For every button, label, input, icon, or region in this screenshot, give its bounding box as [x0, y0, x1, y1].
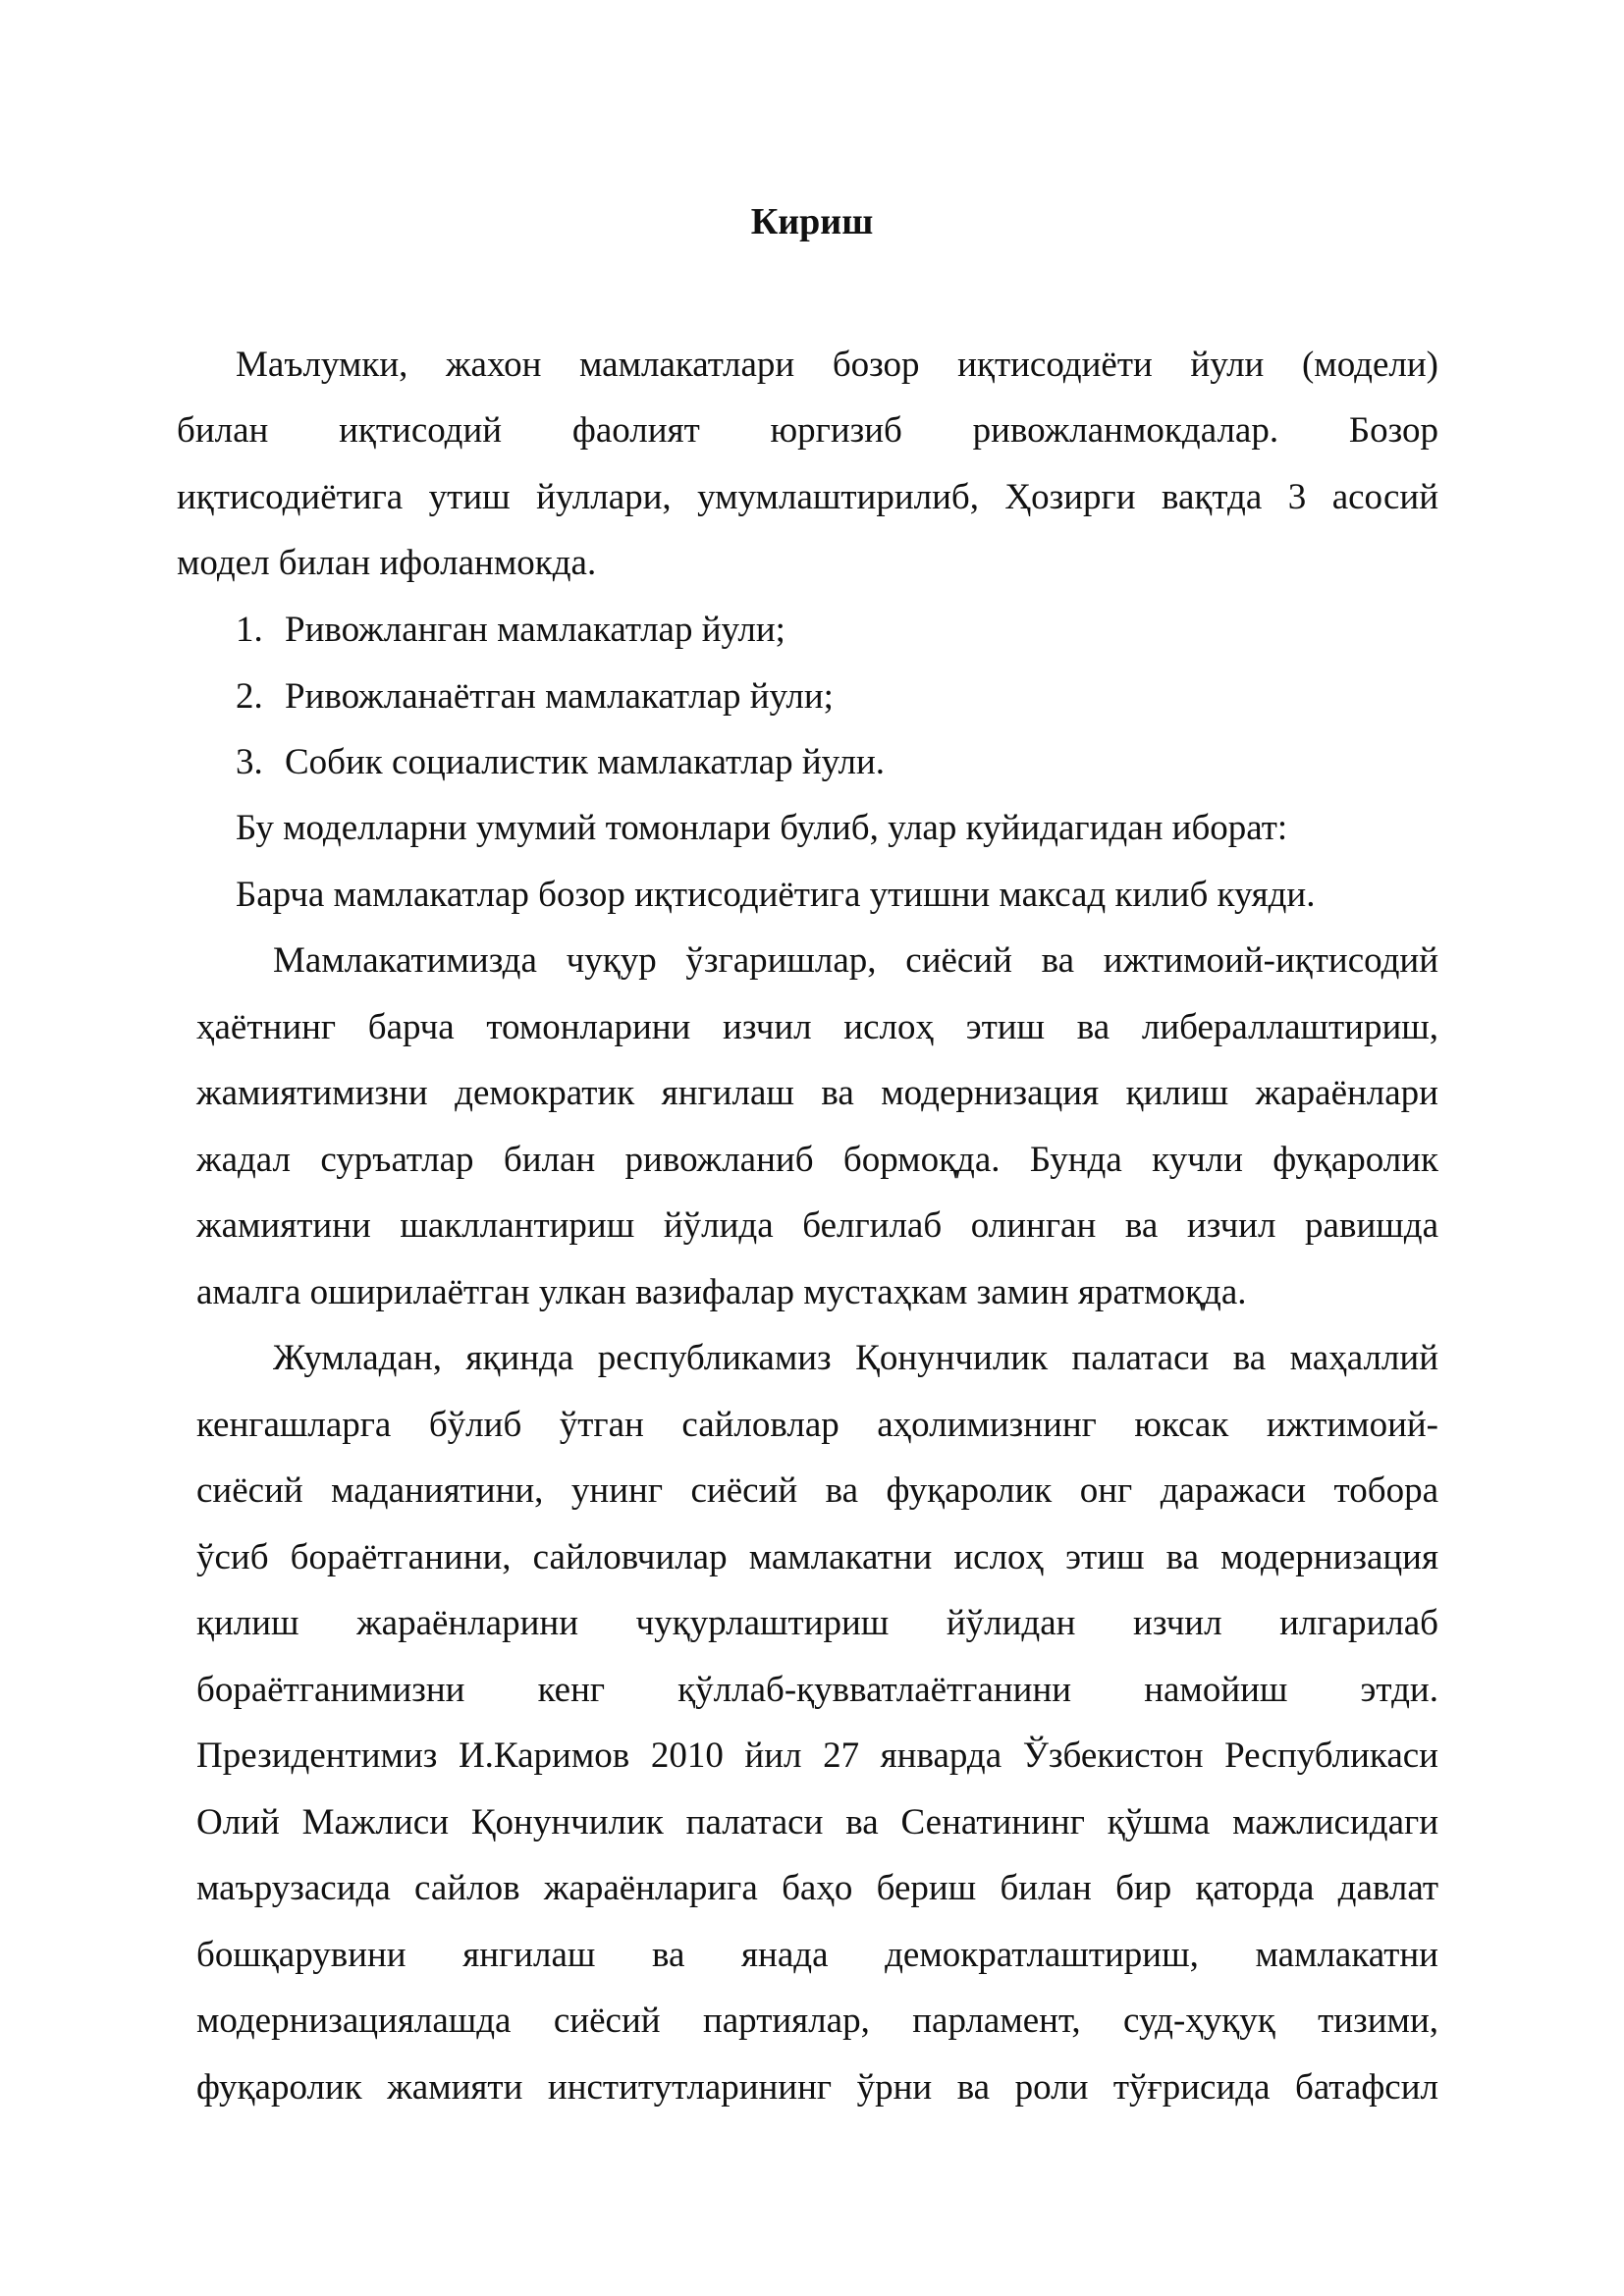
para3-line-3: сиёсий маданиятини, унинг сиёсий ва фуқаролик онг даражаси тобора — [196, 1470, 1438, 1511]
list-item — [236, 737, 885, 788]
para3-line-2: кенгашларга бўлиб ўтган сайловлар аҳолимизнинг юксак ижтимоий- — [196, 1405, 1438, 1445]
sentence-models: Бу моделларни умумий томонлари булиб, улар куйидагидан иборат: — [236, 808, 1288, 848]
intro-line-1: Маълумки, жахон мамлакатлари бозор иқтисодиёти йули (модели) — [236, 345, 1438, 385]
para2-line-5: жамиятини шакллантириш йўлида белгилаб олинган ва изчил равишда — [196, 1205, 1438, 1246]
para2-line-4: жадал суръатлар билан ривожланиб бормоқда. Бунда кучли фуқаролик — [196, 1140, 1438, 1180]
list-item-number: 2. — [236, 676, 263, 717]
para3-line-4: ўсиб бораётганини, сайловчилар мамлакатни ислоҳ этиш ва модернизация — [196, 1537, 1438, 1577]
para3-line-11: модернизациялашда сиёсий партиялар, парламент, суд-ҳуқуқ тизими, — [196, 2001, 1438, 2041]
para2-line-6: амалга оширилаётган улкан вазифалар мустаҳкам замин яратмоқда. — [196, 1272, 1247, 1312]
intro-line-3: иқтисодиётига утиш йуллари, умумлаштирилиб, Ҳозирги вақтда 3 асосий — [177, 477, 1438, 517]
para3-line-6: бораётганимизни кенг қўллаб-қувватлаётганини намойиш этди. — [196, 1670, 1438, 1710]
para3-line-9: маърузасида сайлов жараёнларига баҳо бериш билан бир қаторда давлат — [196, 1868, 1438, 1908]
list-item-text: Собик социалистик мамлакатлар йули. — [285, 742, 886, 782]
list-item-number: 1. — [236, 610, 263, 650]
para3-line-12: фуқаролик жамияти институтларининг ўрни ва роли тўғрисида батафсил — [196, 2067, 1438, 2108]
list-item — [236, 605, 785, 656]
intro-line-2: билан иқтисодий фаолият юргизиб ривожланмокдалар. Бозор — [177, 410, 1438, 451]
para2-line-2: ҳаётнинг барча томонларини изчил ислоҳ этиш ва либераллаштириш, — [196, 1007, 1438, 1047]
para2-line-1: Мамлакатимизда чуқур ўзгаришлар, сиёсий ва ижтимоий-иқтисодий — [273, 940, 1438, 981]
para2-line-3: жамиятимизни демократик янгилаш ва модернизация қилиш жараёнлари — [196, 1073, 1438, 1113]
para3-line-10: бошқарувини янгилаш ва янада демократлаштириш, мамлакатни — [196, 1935, 1438, 1975]
para3-line-8: Олий Мажлиси Қонунчилик палатаси ва Сенатининг қўшма мажлисидаги — [196, 1802, 1438, 1842]
list-item-number: 3. — [236, 742, 263, 782]
list-item-text: Ривожланаётган мамлакатлар йули; — [285, 676, 834, 717]
para3-line-1: Жумладан, яқинда республикамиз Қонунчилик палатаси ва маҳаллий — [273, 1338, 1438, 1378]
intro-line-4: модел билан ифоланмокда. — [177, 543, 597, 583]
page-title: Кириш — [750, 201, 874, 242]
para3-line-7: Президентимиз И.Каримов 2010 йил 27 январда Ўзбекистон Республикаси — [196, 1735, 1438, 1776]
list-item-text: Ривожланган мамлакатлар йули; — [285, 610, 785, 650]
sentence-market: Барча мамлакатлар бозор иқтисодиётига утишни максад килиб куяди. — [236, 875, 1316, 915]
list-item — [236, 671, 834, 722]
para3-line-5: қилиш жараёнларини чуқурлаштириш йўлидан изчил илгарилаб — [196, 1603, 1438, 1643]
